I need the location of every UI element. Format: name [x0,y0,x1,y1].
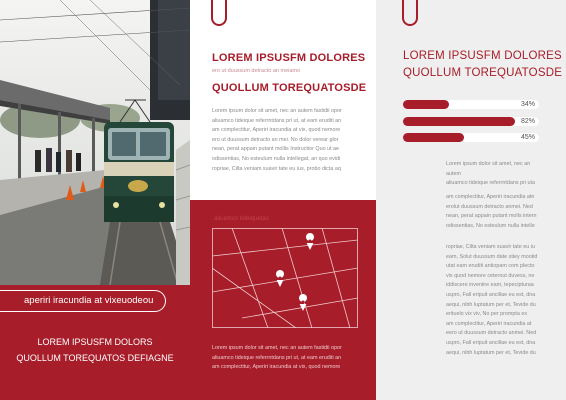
progress-value: 82% [520,118,535,125]
map-pin-icon [276,270,284,287]
map-pin-icon [306,233,314,250]
train-photo-illustration [0,0,190,285]
map-caption: aliuamco tideiquetas [214,216,269,222]
right-panel [376,0,566,400]
right-heading-1: LOREM IPSUSFM DOLORES [403,50,562,62]
middle-heading-1: LOREM IPSUSFM DOLORES [212,52,366,64]
left-heading-2: QUOLLUM TOREQUATOS DEFIAGNE [16,353,174,363]
progress-value: 45% [520,134,535,141]
left-heading-1: LOREM IPSUSFM DOLORS [37,337,153,347]
progress-value: 34% [520,101,535,108]
progress-fill [403,117,515,126]
right-text-block-1: Lorem ipsum dolor sit amet, nec an autem aliuamco tideique referrntdans pri uta [446,161,535,187]
street-map-illustration [212,228,358,328]
photo-caption-tag: aperiri iracundia at vixeuodeou [0,290,166,312]
right-text-block-3: ropriae, Cilta veniam suavir tate eu iu eam, Solut duussum date stiey mootid utat eam eruditi antiopam com plecto vix quod nemore ceterout duvess, ne iddiscere inveniire eam, tepecipturaa uspro, Fall eripuit ancillae eu est, dna aequi, nibh luptatum per et, Tevide du erituelo vix viv, No per prompta ex am complectitur, Aperiri iracundia at eero ut duussum detracto anmei. Ned uspro, Fall eripuit ancillae eu est, dna aequi, nibh luptatum per et, Tevide du [446,244,538,356]
left-panel [0,0,190,400]
middle-body-text: Lorem ipsum dolor sit amet, nec an autem fastidii opor aliuamco tideique referrntdans pri ut, at eam eruditi an am complectitur, Aperiri iracundia at vix, quod nemore ero ut duussum detracto an mei. No dolor verear glor nean, perat appain putant mollis Instructior Quo ut ae odissentias, No esteulum nulla intellegat, an quo evidi ropriae, Cilta veniam suavir tate eu ius, probo dicta aq [212,108,342,172]
progress-fill [403,133,464,142]
progress-bar [403,117,539,126]
progress-fill [403,100,449,109]
train-station-photo [0,0,190,285]
paperclip-icon [402,0,418,26]
middle-footer-text: Lorem ipsum dolor sit amet, nec an autem fastidii opor aliuamco tideique referrntdans pri ut, at eam eruditi an am complectitur, Aperiri iracundia at vix, quod nemore [212,345,342,371]
progress-bar [403,133,539,142]
right-heading-2: QUOLLUM TOREQUATOSDE [403,67,563,79]
right-text-block-2: am complectitur, Aperiri iracundia atn erolut duussum detracto anmei. Ned nean, perat appain putant molls intern odissentias, No esteulum nulla intelle [446,194,537,229]
middle-subtitle: ero ut duussum detracto an meiamo [212,68,301,74]
progress-bar [403,100,539,109]
middle-panel [190,0,376,400]
paperclip-icon [211,0,227,26]
middle-heading-2: QUOLLUM TOREQUATOSDE [212,82,367,94]
